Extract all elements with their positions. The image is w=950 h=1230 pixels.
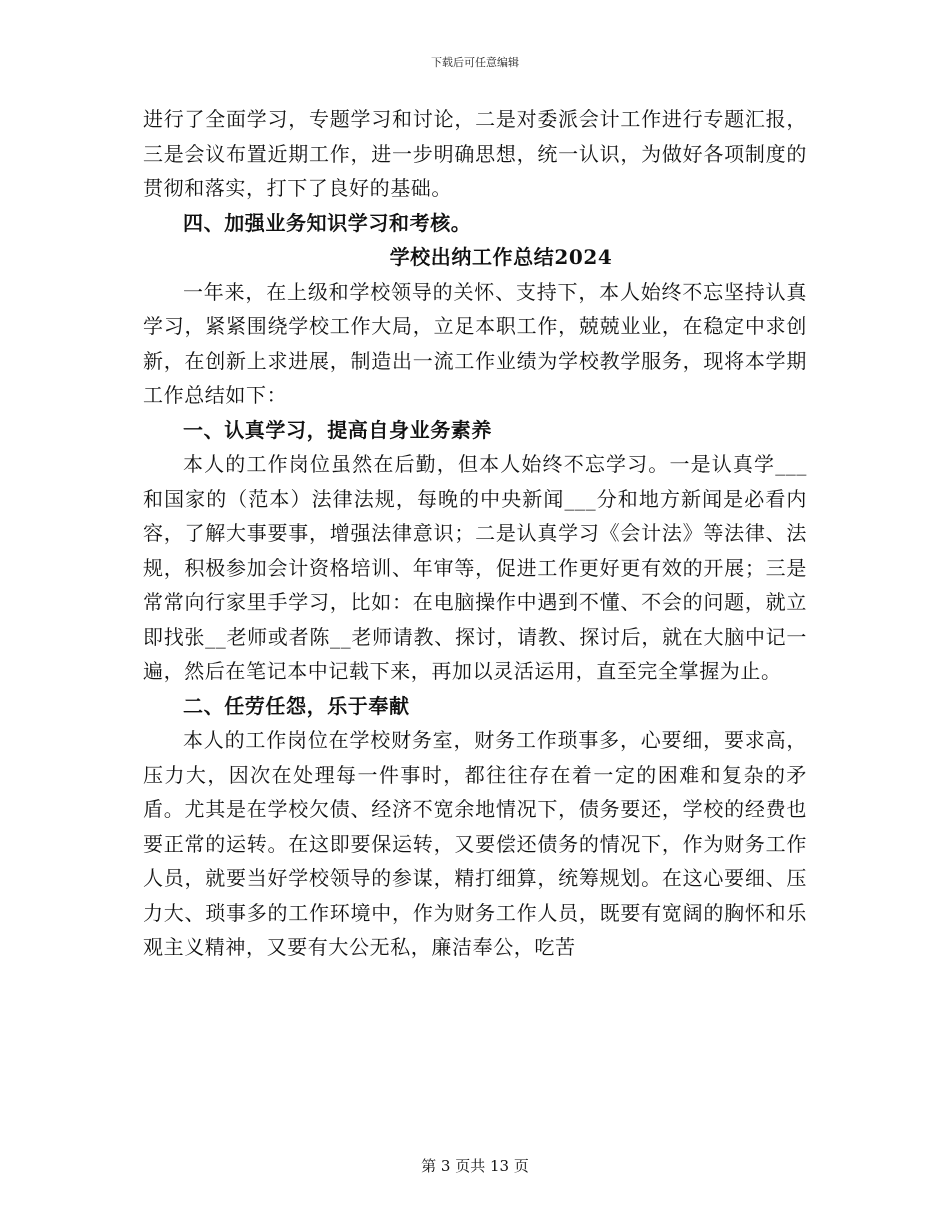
section-heading-1: 一、认真学习，提高自身业务素养: [183, 417, 492, 442]
document-title: 学校出纳工作总结2024: [389, 245, 613, 269]
paragraph-continuation: 进行了全面学习，专题学习和讨论，二是对委派会计工作进行专题汇报，三是会议布置近期工作，进一步明确思想，统一认识，为做好各项制度的贯彻和落实，打下了良好的基础。: [143, 107, 807, 200]
section-heading-2: 二、任劳任怨，乐于奉献: [183, 693, 410, 718]
page-footer: 第 3 页共 13 页: [421, 1157, 529, 1175]
section-2-paragraph: 本人的工作岗位在学校财务室，财务工作琐事多，心要细，要求高，压力大，因次在处理每一件事时，都往往存在着一定的困难和复杂的矛盾。尤其是在学校欠债、经济不宽余地情况下，债务要还，学校的经费也要正常的运转。在这即要保运转，又要偿还债务的情况下，作为财务工作人员，就要当好学校领导的参谋，精打细算，统筹规划。在这心要细、压力大、琐事多的工作环境中，作为财务工作人员，既要有宽阔的胸怀和乐观主义精神，又要有大公无私，廉洁奉公，吃苦: [143, 728, 807, 959]
section-1-paragraph: 本人的工作岗位虽然在后勤，但本人始终不忘学习。一是认真学___和国家的（范本）法律法规，每晚的中央新闻___分和地方新闻是必看内容，了解大事要事，增强法律意识；二是认真学习《会计法》等法律、法规，积极参加会计资格培训、年审等，促进工作更好更有效的开展；三是常常向行家里手学习，比如：在电脑操作中遇到不懂、不会的问题，就立即找张__老师或者陈__老师请教、探讨，请教、探讨后，就在大脑中记一遍，然后在笔记本中记载下来，再加以灵活运用，直至完全掌握为止。: [143, 452, 807, 683]
document-body: [143, 102, 807, 965]
page-header: 下载后可任意编辑: [431, 56, 519, 69]
section-heading-4: 四、加强业务知识学习和考核。: [183, 210, 472, 235]
intro-paragraph: 一年来，在上级和学校领导的关怀、支持下，本人始终不忘坚持认真学习，紧紧围绕学校工作大局，立足本职工作，兢兢业业，在稳定中求创新，在创新上求进展，制造出一流工作业绩为学校教学服务，现将本学期工作总结如下：: [143, 279, 807, 407]
